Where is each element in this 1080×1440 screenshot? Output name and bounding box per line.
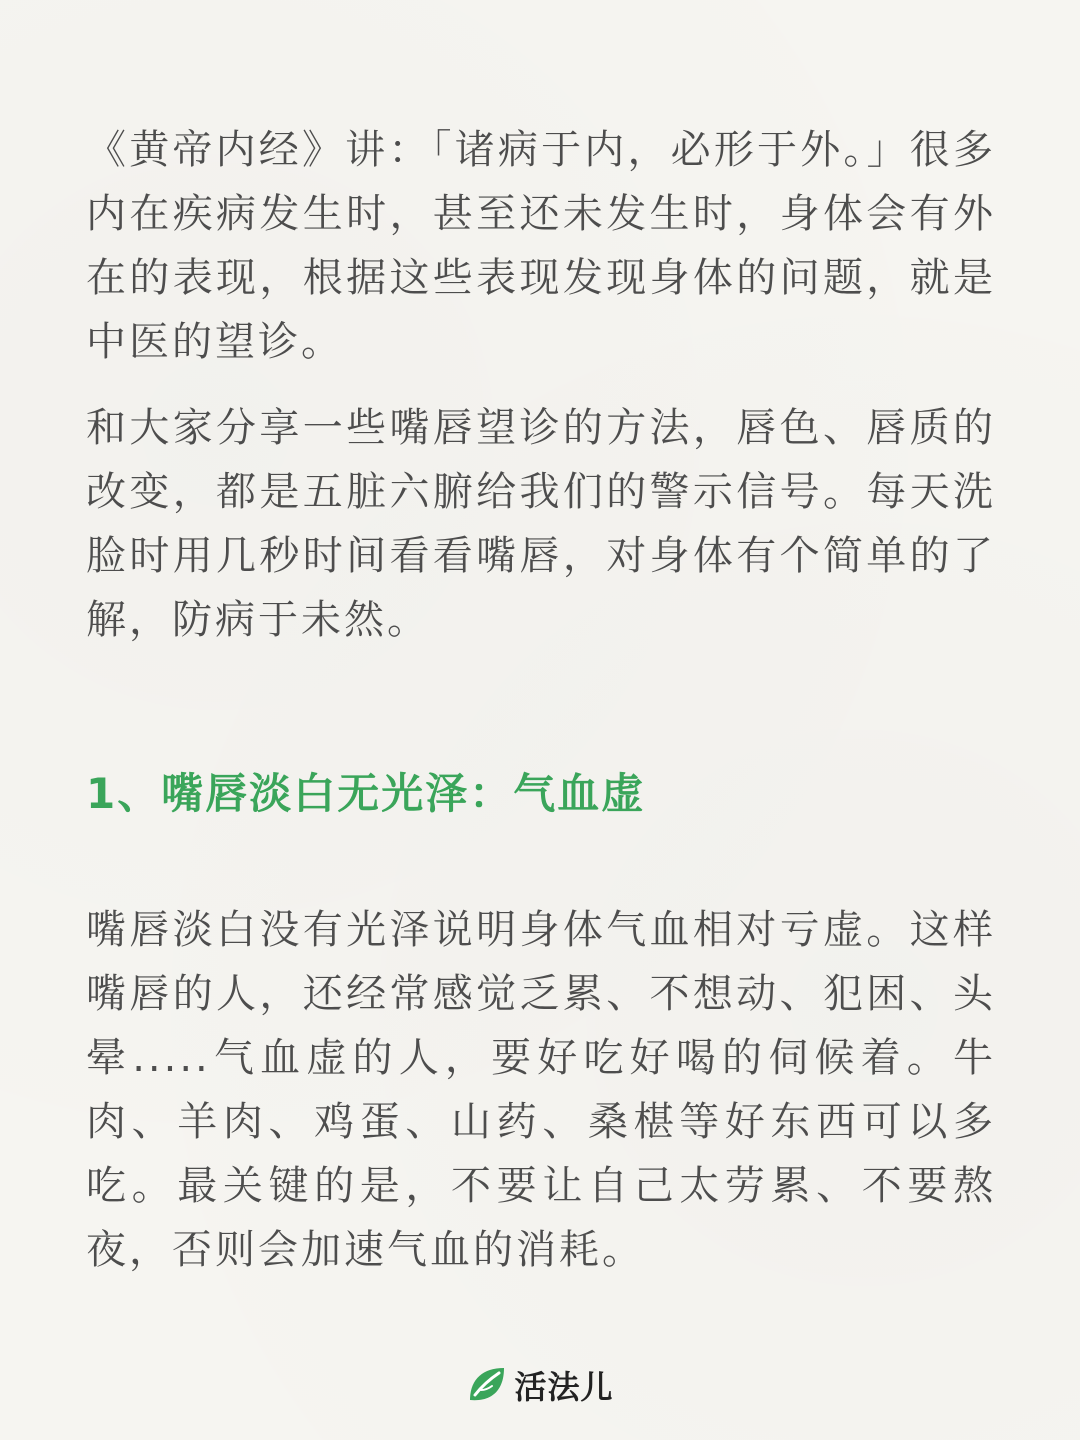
brand-name: 活法儿 — [514, 1368, 614, 1406]
brand-footer — [0, 1356, 1080, 1414]
section-body: 嘴唇淡白没有光泽说明身体气血相对亏虚。这样嘴唇的人，还经常感觉乏累、不想动、犯困、头晕.....气血虚的人，要好吃好喝的伺候着。牛肉、羊肉、鸡蛋、山药、桑椹等好东西可以多吃。最关键的是，不要让自己太劳累、不要熬夜，否则会加速气血的消耗。 — [86, 907, 996, 1273]
intro-paragraph-2: 和大家分享一些嘴唇望诊的方法，唇色、唇质的改变，都是五脏六腑给我们的警示信号。每天洗脸时用几秒时间看看嘴唇，对身体有个简单的了解，防病于未然。 — [86, 405, 996, 643]
article-content — [86, 118, 996, 1282]
section-title: 1、嘴唇淡白无光泽：气血虚 — [86, 769, 646, 818]
leaf-icon — [466, 1364, 508, 1406]
intro-paragraph-1: 《黄帝内经》讲：「诸病于内，必形于外。」很多内在疾病发生时，甚至还未发生时，身体会有外在的表现，根据这些表现发现身体的问题，就是中医的望诊。 — [86, 127, 996, 365]
